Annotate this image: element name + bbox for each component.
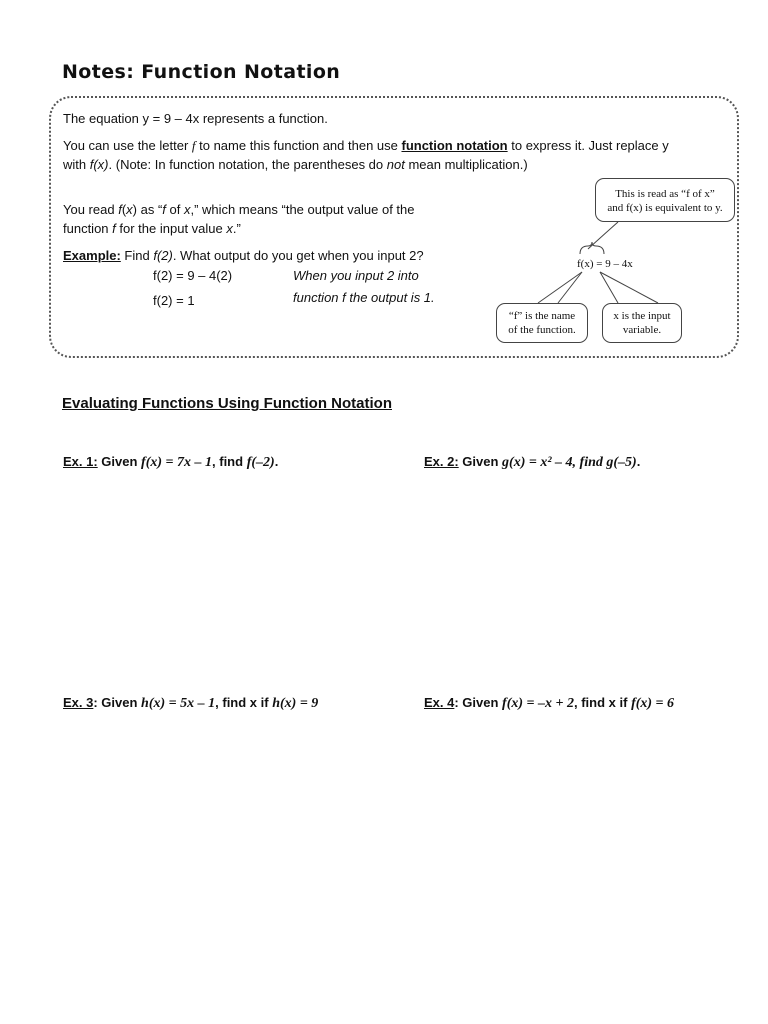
notes-line-5 — [63, 219, 241, 238]
text-segment: f — [162, 202, 166, 217]
example-step-1: f(2) = 9 – 4(2) — [153, 268, 233, 283]
callout-text: and f(x) is equivalent to y. — [607, 202, 723, 214]
callout-text: x is the input — [613, 310, 671, 322]
text-segment: . (Note: In function notation, the parentheses do — [108, 157, 387, 172]
notes-line-1: The equation y = 9 – 4x represents a function. — [63, 111, 328, 126]
text-segment: . — [636, 454, 641, 469]
function-name-callout — [496, 303, 588, 343]
text-segment: ( — [121, 202, 127, 217]
text-segment: x — [126, 202, 133, 217]
text-segment: . — [274, 454, 279, 469]
notes-line-2 — [63, 136, 669, 155]
callout-text: This is read as “f of x” — [615, 188, 715, 200]
exercise-math: f(x) = 7x – 1 — [141, 455, 213, 470]
text-segment: x — [183, 202, 191, 217]
example-label: Example: — [63, 248, 121, 263]
text-segment: mean multiplication.) — [404, 157, 528, 172]
exercise-label: Ex. 1: — [63, 454, 98, 469]
text-segment: Given — [97, 454, 142, 469]
text-segment: of — [165, 202, 184, 217]
text-segment: You can use the letter — [63, 138, 192, 153]
text-segment: . What output do you get when you input 2? — [172, 248, 424, 263]
example-note-2: function f the output is 1. — [293, 290, 435, 305]
text-segment: .” — [232, 221, 241, 236]
example-note-1: When you input 2 into — [293, 268, 419, 283]
exercise-math: g(x) = x² – 4, find g(–5) — [502, 455, 637, 470]
page-title: Notes: Function Notation — [62, 61, 341, 83]
text-segment: to express it. Just replace y — [507, 138, 669, 153]
text-segment: f — [118, 202, 122, 217]
input-variable-callout — [602, 303, 682, 343]
text-segment: function — [63, 221, 113, 236]
exercise-math: f(–2) — [246, 455, 275, 470]
text-segment: ) as “ — [132, 202, 163, 217]
callout-text: “f” is the name — [508, 310, 576, 322]
exercise-label: Ex. 4 — [424, 695, 455, 710]
text-segment: : Given — [454, 695, 503, 710]
text-segment: : Given — [93, 695, 142, 710]
notes-line-4 — [63, 200, 415, 219]
function-notation-term: function notation — [401, 138, 508, 153]
exercise-4 — [424, 695, 674, 712]
text-segment: , find x if — [574, 695, 632, 710]
section-heading: Evaluating Functions Using Function Notation — [62, 395, 392, 412]
text-segment: x — [226, 221, 233, 236]
exercise-1 — [63, 454, 278, 471]
exercise-math: h(x) = 9 — [272, 696, 319, 711]
exercise-2 — [424, 454, 640, 471]
text-segment: with — [63, 157, 90, 172]
exercise-math: f(x) = 6 — [631, 696, 675, 711]
text-segment: f — [112, 221, 116, 236]
text-segment: ,” which means “the output value of the — [190, 202, 415, 217]
exercise-3 — [63, 695, 318, 712]
read-as-callout — [595, 178, 735, 222]
callout-text: of the function. — [508, 324, 576, 336]
text-segment: , find — [212, 454, 247, 469]
text-segment: f — [191, 138, 196, 153]
function-notation-diagram — [488, 176, 744, 348]
text-segment: not — [386, 157, 405, 172]
text-segment: Find — [120, 248, 154, 263]
text-segment: , find x if — [215, 695, 273, 710]
exercise-math: f(x) = –x + 2 — [502, 696, 574, 711]
exercise-math: h(x) = 5x – 1 — [141, 696, 216, 711]
callout-text: variable. — [622, 324, 662, 336]
text-segment: f(2) — [153, 248, 173, 263]
text-segment: You read — [63, 202, 119, 217]
example-line — [63, 246, 424, 265]
text-segment: f(x) — [89, 157, 109, 172]
exercise-label: Ex. 3 — [63, 695, 94, 710]
example-step-2: f(2) = 1 — [153, 293, 195, 308]
text-segment: to name this function and then use — [195, 138, 402, 153]
text-segment: Given — [458, 454, 503, 469]
exercise-label: Ex. 2: — [424, 454, 459, 469]
diagram-equation: f(x) = 9 – 4x — [577, 258, 633, 270]
text-segment: for the input value — [115, 221, 227, 236]
notes-line-3 — [63, 155, 528, 174]
